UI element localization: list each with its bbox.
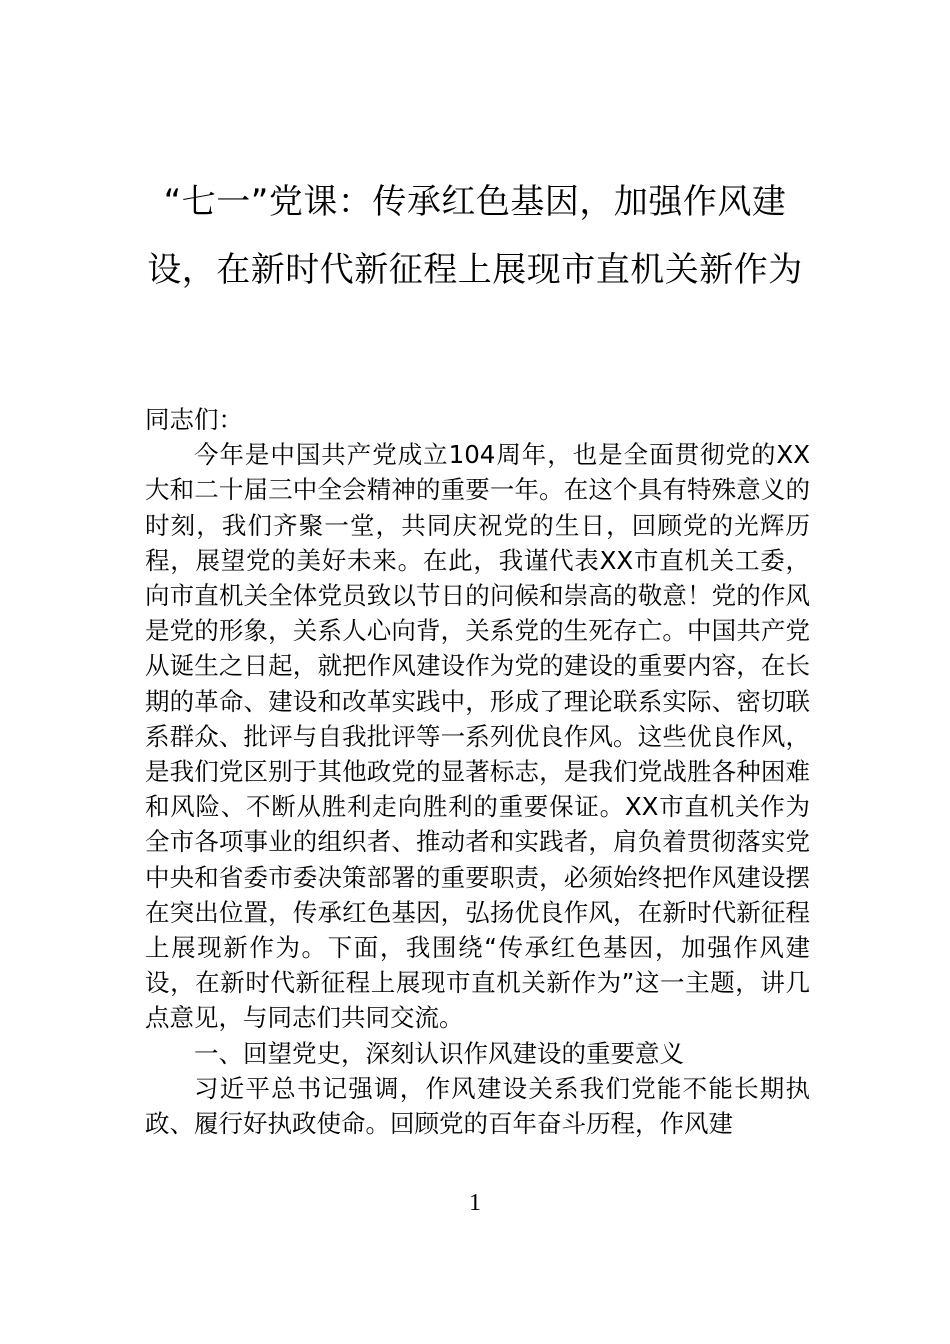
paragraph-section-1: 习近平总书记强调，作风建设关系我们党能不能长期执政、履行好执政使命。回顾党的百年奋斗历程，作风建 bbox=[145, 1073, 810, 1139]
section-heading-1: 一、回望党史，深刻认识作风建设的重要意义 bbox=[194, 1038, 684, 1068]
salutation: 同志们： bbox=[145, 405, 243, 434]
document-title: “七一”党课：传承红色基因，加强作风建设，在新时代新征程上展现市直机关新作为 bbox=[147, 182, 803, 290]
page-number: 1 bbox=[469, 1190, 481, 1216]
paragraph-intro: 今年是中国共产党成立104周年，也是全面贯彻党的XX大和二十届三中全会精神的重要一年。在这个具有特殊意义的时刻，我们齐聚一堂，共同庆祝党的生日，回顾党的光辉历程，展望党的美好未来。在此，我谨代表XX市直机关工委，向市直机关全体党员致以节日的问候和崇高的敬意！党的作风是党的形象，关系人心向背，关系党的生死存亡。中国共产党从诞生之日起，就把作风建设作为党的建设的重要内容，在长期的革命、建设和改革实践中，形成了理论联系实际、密切联系群众、批评与自我批评等一系列优良作风。这些优良作风，是我们党区别于其他政党的显著标志，是我们党战胜各种困难和风险、不断从胜利走向胜利的重要保证。XX市直机关作为全市各项事业的组织者、推动者和实践者，肩负着贯彻落实党中央和省委市委决策部署的重要职责，必须始终把作风建设摆在突出位置，传承红色基因，弘扬优良作风，在新时代新征程上展现新作为。下面，我围绕“传承红色基因，加强作风建设，在新时代新征程上展现市直机关新作为”这一主题，讲几点意见，与同志们共同交流。 bbox=[145, 440, 810, 1033]
document-body bbox=[145, 402, 810, 1141]
